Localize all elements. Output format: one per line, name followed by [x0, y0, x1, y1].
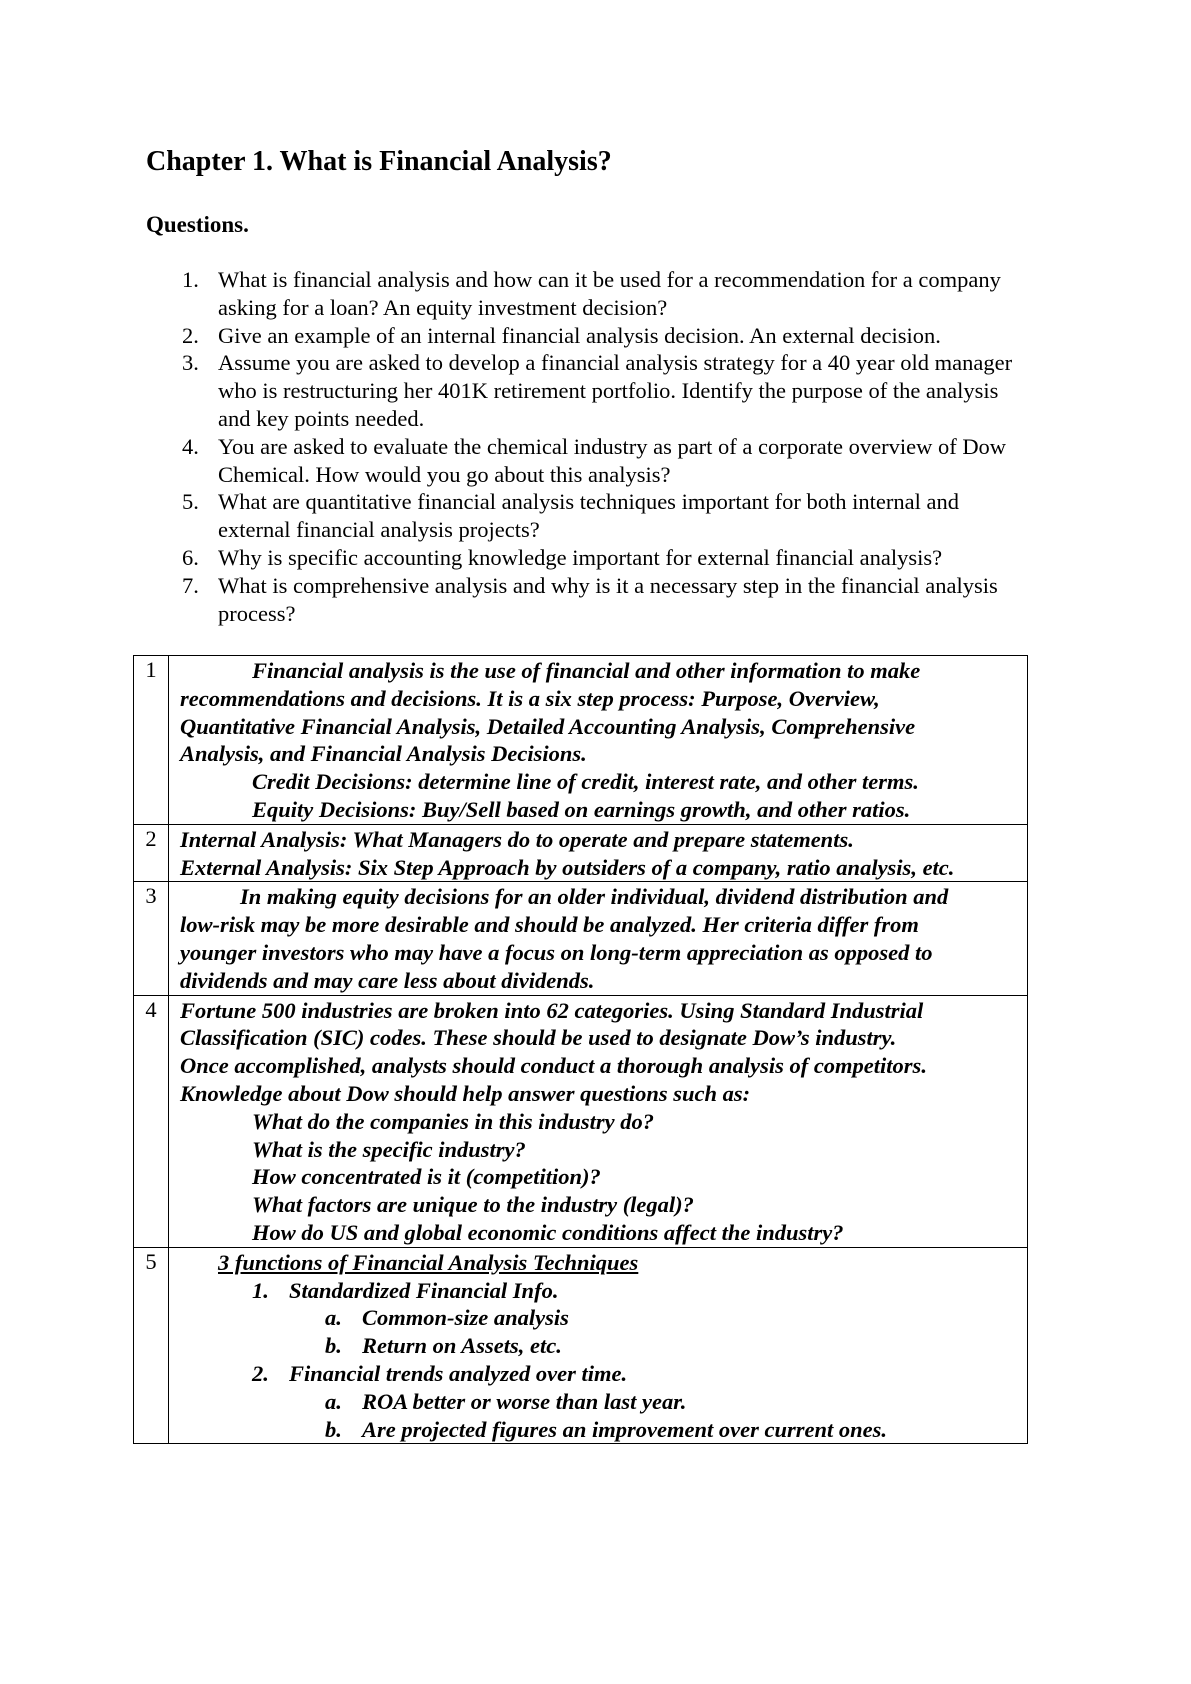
- functions-heading: 3 functions of Financial Analysis Techniques: [218, 1249, 639, 1275]
- outline-subitem: [180, 1304, 1027, 1332]
- answer-line: What factors are unique to the industry (legal)?: [252, 1192, 694, 1218]
- question-line: Assume you are asked to develop a financial analysis strategy for a 40 year old manager: [218, 350, 1013, 376]
- answer-number: 5: [134, 1247, 169, 1444]
- answer-line: Internal Analysis: What Managers do to operate and prepare statements.: [180, 826, 854, 852]
- question-item: [146, 266, 1086, 322]
- question-line: Why is specific accounting knowledge important for external financial analysis?: [218, 544, 943, 570]
- question-item: [146, 322, 1086, 350]
- question-line: asking for a loan? An equity investment decision?: [218, 294, 668, 320]
- outline-marker: a.: [325, 1388, 342, 1414]
- answer-line: Analysis, and Financial Analysis Decisions.: [180, 741, 587, 767]
- table-row: [134, 882, 1028, 995]
- answer-line: Classification (SIC) codes. These should be used to designate Dow’s industry.: [180, 1025, 897, 1051]
- outline-subitem: [180, 1416, 1027, 1444]
- outline-marker: 1.: [252, 1277, 269, 1303]
- answer-line: How do US and global economic conditions affect the industry?: [252, 1219, 844, 1245]
- answer-line: How concentrated is it (competition)?: [252, 1164, 601, 1190]
- question-item: [146, 349, 1086, 432]
- question-line: Chemical. How would you go about this analysis?: [218, 461, 671, 487]
- table-row: [134, 656, 1028, 825]
- answer-line: In making equity decisions for an older individual, dividend distribution and: [240, 884, 949, 910]
- question-line: and key points needed.: [218, 405, 425, 431]
- outline-item: [180, 1277, 1027, 1305]
- outline-item: [180, 1360, 1027, 1388]
- outline-text: Financial trends analyzed over time.: [289, 1360, 628, 1386]
- question-number: 3.: [182, 350, 199, 376]
- question-item: [146, 544, 1086, 572]
- outline-marker: 2.: [252, 1360, 269, 1386]
- answer-line: Once accomplished, analysts should conduct a thorough analysis of competitors.: [180, 1053, 927, 1079]
- answer-line: External Analysis: Six Step Approach by outsiders of a company, ratio analysis, etc.: [180, 854, 955, 880]
- answer-line: younger investors who may have a focus on long-term appreciation as opposed to: [180, 939, 933, 965]
- outline-text: ROA better or worse than last year.: [362, 1388, 687, 1414]
- question-line: who is restructuring her 401K retirement portfolio. Identify the purpose of the analysis: [218, 378, 999, 404]
- answer-line: recommendations and decisions. It is a six step process: Purpose, Overview,: [180, 685, 880, 711]
- outline-text: Are projected figures an improvement over current ones.: [362, 1416, 887, 1442]
- answer-cell: [169, 995, 1028, 1247]
- outline-marker: b.: [325, 1333, 342, 1359]
- answer-line: Equity Decisions: Buy/Sell based on earnings growth, and other ratios.: [252, 796, 911, 822]
- question-item: [146, 433, 1086, 489]
- answer-line: Fortune 500 industries are broken into 62 categories. Using Standard Industrial: [180, 997, 924, 1023]
- table-row: [134, 824, 1028, 882]
- answer-number: 2: [134, 824, 169, 882]
- answer-cell: [169, 824, 1028, 882]
- question-line: process?: [218, 600, 296, 626]
- outline-text: Standardized Financial Info.: [289, 1277, 559, 1303]
- questions-list: [146, 266, 1086, 627]
- answer-line: Credit Decisions: determine line of credit, interest rate, and other terms.: [252, 769, 919, 795]
- outline-subitem: [180, 1332, 1027, 1360]
- answer-number: 4: [134, 995, 169, 1247]
- page-title: Chapter 1. What is Financial Analysis?: [146, 146, 612, 177]
- answer-number: 1: [134, 656, 169, 825]
- question-line: What are quantitative financial analysis techniques important for both internal and: [218, 489, 959, 515]
- outline-marker: b.: [325, 1416, 342, 1442]
- question-line: external financial analysis projects?: [218, 517, 540, 543]
- answer-line: Financial analysis is the use of financial and other information to make: [252, 658, 921, 683]
- answer-line: Quantitative Financial Analysis, Detailed Accounting Analysis, Comprehensive: [180, 713, 916, 739]
- answer-cell: [169, 656, 1028, 825]
- outline-marker: a.: [325, 1305, 342, 1331]
- answer-line: dividends and may care less about dividends.: [180, 967, 595, 993]
- table-row: [134, 1247, 1028, 1444]
- answer-line: What do the companies in this industry do?: [252, 1108, 654, 1134]
- question-line: Give an example of an internal financial analysis decision. An external decision.: [218, 322, 941, 348]
- question-number: 7.: [182, 572, 199, 598]
- question-item: [146, 488, 1086, 544]
- question-number: 1.: [182, 267, 199, 292]
- question-line: What is financial analysis and how can it be used for a recommendation for a company: [218, 267, 1001, 292]
- question-item: [146, 572, 1086, 628]
- question-number: 4.: [182, 433, 199, 459]
- answer-line: Knowledge about Dow should help answer questions such as:: [180, 1080, 751, 1106]
- answers-table: [133, 655, 1028, 1444]
- question-number: 6.: [182, 544, 199, 570]
- outline-subitem: [180, 1388, 1027, 1416]
- answer-cell: [169, 1247, 1028, 1444]
- question-number: 2.: [182, 322, 199, 348]
- outline-text: Common-size analysis: [362, 1305, 569, 1331]
- answer-number: 3: [134, 882, 169, 995]
- question-line: What is comprehensive analysis and why is it a necessary step in the financial analysis: [218, 572, 998, 598]
- answer-line: What is the specific industry?: [252, 1136, 526, 1162]
- outline-text: Return on Assets, etc.: [362, 1333, 562, 1359]
- question-number: 5.: [182, 489, 199, 515]
- questions-heading: Questions.: [146, 212, 249, 237]
- answer-line: low-risk may be more desirable and should be analyzed. Her criteria differ from: [180, 912, 919, 938]
- answer-cell: [169, 882, 1028, 995]
- table-row: [134, 995, 1028, 1247]
- question-line: You are asked to evaluate the chemical industry as part of a corporate overview of Dow: [218, 433, 1007, 459]
